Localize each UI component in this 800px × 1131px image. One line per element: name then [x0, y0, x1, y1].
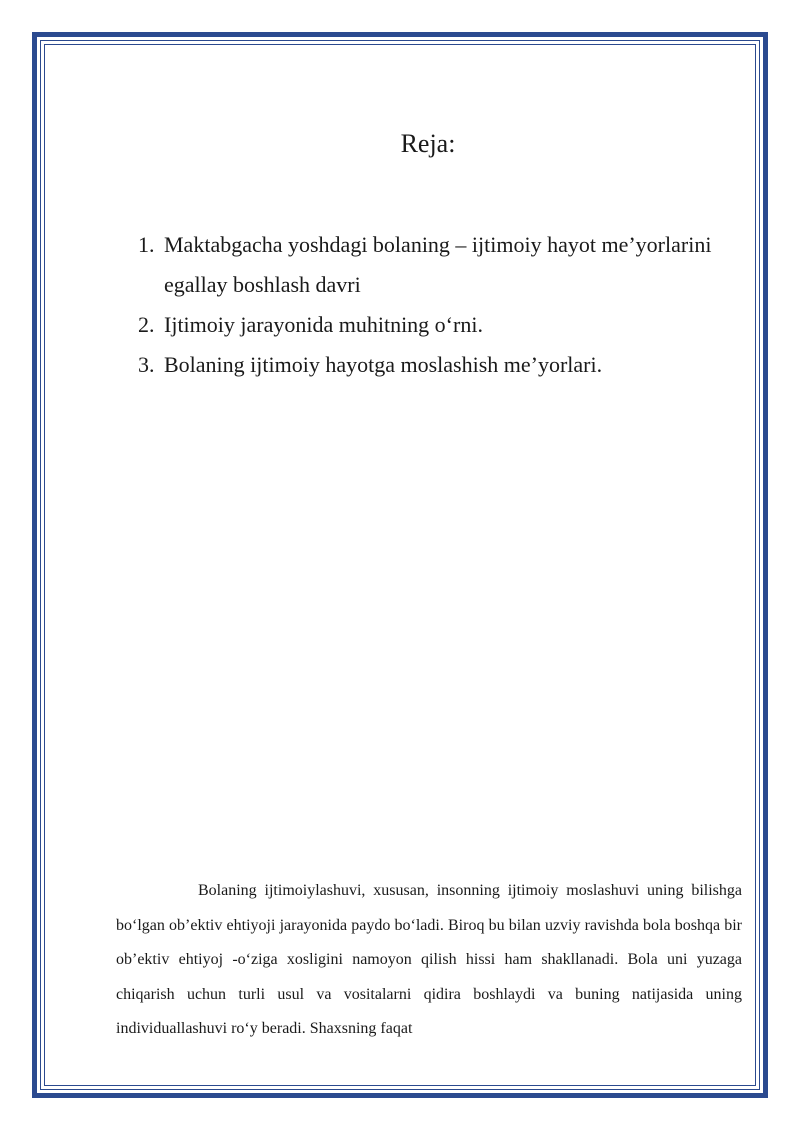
plan-item-number: 1. — [138, 232, 155, 257]
plan-list — [138, 225, 718, 385]
plan-item-text: Ijtimoiy jarayonida muhitning o‘rni. — [164, 312, 483, 337]
page-title: Reja: — [400, 129, 456, 158]
plan-item-number: 2. — [138, 312, 155, 337]
plan-item-1 — [138, 225, 718, 305]
plan-item-text: Maktabgacha yoshdagi bolaning – ijtimoiy hayot me’yorlarini egallay boshlash davri — [164, 232, 712, 297]
plan-item-3 — [138, 345, 718, 385]
body-paragraph: Bolaning ijtimoiylashuvi, xususan, insonning ijtimoiy moslashuvi uning bilishga bo‘lgan ob’ektiv ehtiyoji jarayonida paydo bo‘ladi. Biroq bu bilan uzviy ravishda bola boshqa bir ob’ektiv ehtiyoj -o‘ziga xosligini namoyon qilish hissi ham shakllanadi. Bola uni yuzaga chiqarish uchun turli usul va vositalarni qidira boshlaydi va buning natijasida uning individuallashuvi ro‘y beradi. Shaxsning faqat — [116, 882, 742, 1038]
plan-item-text: Bolaning ijtimoiy hayotga moslashish me’yorlari. — [164, 352, 603, 377]
plan-item-number: 3. — [138, 352, 155, 377]
plan-item-2 — [138, 305, 718, 345]
